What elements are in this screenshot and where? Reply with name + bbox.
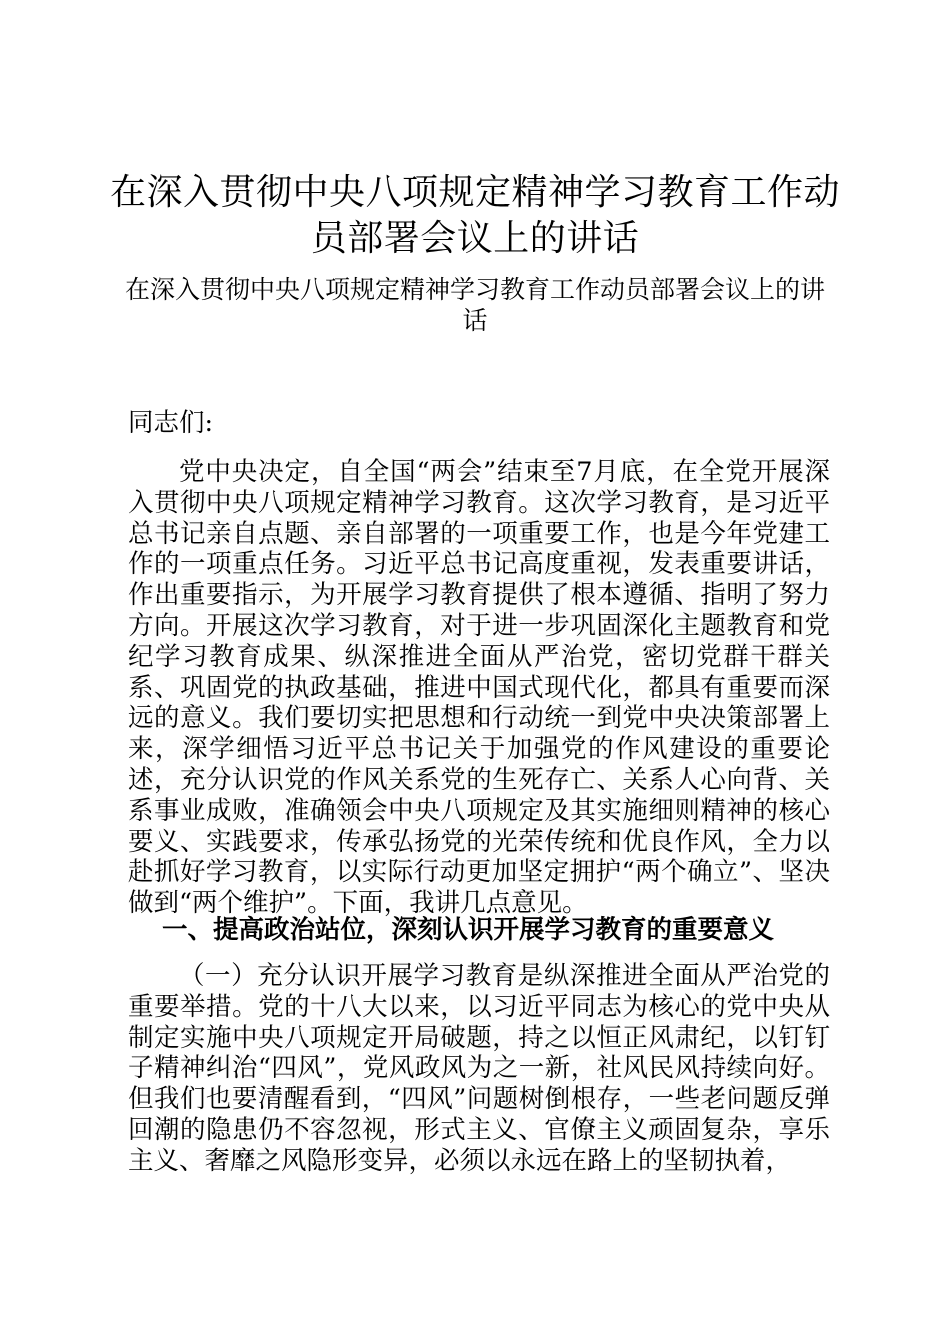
document-subtitle: 在深入贯彻中央八项规定精神学习教育工作动员部署会议上的讲话: [125, 275, 826, 335]
body-paragraph: 党中央决定，自全国“两会”结束至7月底，在全党开展深入贯彻中央八项规定精神学习教育。这次学习教育，是习近平总书记亲自点题、亲自部署的一项重要工作，也是今年党建工作的一项重点任务。习近平总书记高度重视，发表重要讲话，作出重要指示，为开展学习教育提供了根本遵循、指明了努力方向。开展这次学习教育，对于进一步巩固深化主题教育和党纪学习教育成果、纵深推进全面从严治党，密切党群干群关系、巩固党的执政基础，推进中国式现代化，都具有重要而深远的意义。我们要切实把思想和行动统一到党中央决策部署上来，深学细悟习近平总书记关于加强党的作风建设的重要论述，充分认识党的作风关系党的生死存亡、关系人心向背、关系事业成败，准确领会中央八项规定及其实施细则精神的核心要义、实践要求，传承弘扬党的光荣传统和优良作风，全力以赴抓好学习教育，以实际行动更加坚定拥护“两个确立”、坚决做到“两个维护”。下面，我讲几点意见。: [128, 457, 830, 919]
section-heading: 一、提高政治站位，深刻认识开展学习教育的重要意义: [162, 915, 775, 945]
document-title: 在深入贯彻中央八项规定精神学习教育工作动员部署会议上的讲话: [110, 172, 841, 259]
body-paragraph: （一）充分认识开展学习教育是纵深推进全面从严治党的重要举措。党的十八大以来，以习近平同志为核心的党中央从制定实施中央八项规定开局破题，持之以恒正风肃纪，以钉钉子精神纠治“四风”，党风政风为之一新，社风民风持续向好。但我们也要清醒看到，“四风”问题树倒根存，一些老问题反弹回潮的隐患仍不容忽视，形式主义、官僚主义顽固复杂，享乐主义、奢靡之风隐形变异，必须以永远在路上的坚韧执着，: [128, 961, 830, 1176]
greeting: 同志们:: [128, 408, 214, 438]
